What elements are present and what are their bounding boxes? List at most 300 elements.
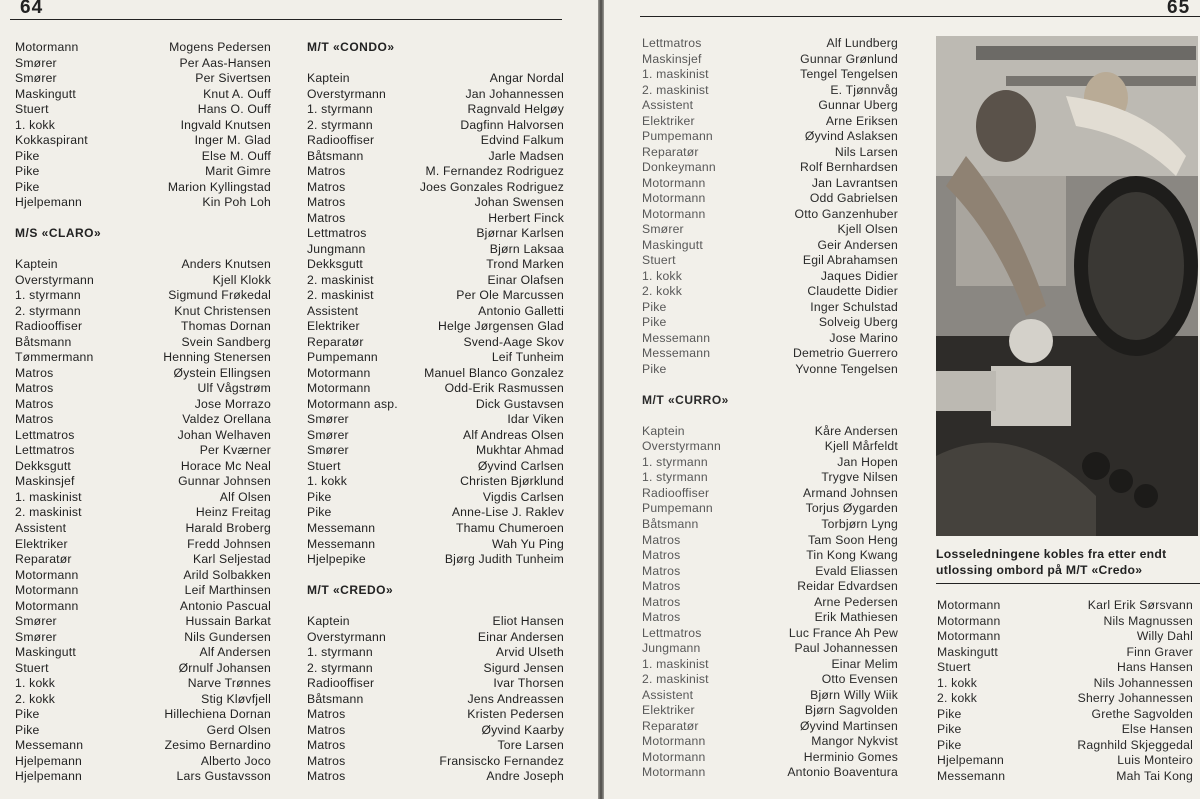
crew-rank: Matros: [642, 563, 681, 578]
crew-rank: 2. maskinist: [642, 82, 709, 97]
crew-name: Edvind Falkum: [480, 133, 564, 148]
crew-rank: 2. maskinist: [642, 672, 709, 687]
crew-name: Andre Joseph: [486, 769, 564, 784]
crew-name: Herbert Finck: [488, 210, 564, 225]
crew-name: Antonio Galletti: [478, 303, 564, 318]
crew-rank: Matros: [642, 532, 681, 547]
crew-rank: Pike: [937, 706, 962, 721]
crew-name: Else Hansen: [1121, 722, 1193, 737]
crew-name: Horace Mc Neal: [180, 458, 271, 473]
crew-name: Fransiscko Fernandez: [439, 753, 564, 768]
crew-row: [307, 242, 564, 258]
crew-list: [642, 36, 898, 377]
crew-name: Ivar Thorsen: [493, 676, 564, 691]
crew-name: Hans O. Ouff: [197, 102, 271, 117]
crew-list: [15, 40, 271, 211]
crew-rank: Overstyrmann: [642, 439, 721, 454]
crew-name: Tam Soon Heng: [808, 532, 898, 547]
crew-rank: Reparatør: [307, 334, 364, 349]
crew-rank: Smører: [15, 629, 57, 644]
crew-row: [642, 610, 898, 626]
crew-name: Vigdis Carlsen: [482, 489, 564, 504]
crew-rank: 2. kokk: [937, 691, 978, 706]
crew-name: Harald Broberg: [185, 520, 271, 535]
crew-name: Knut Christensen: [174, 303, 271, 318]
crew-row: [642, 470, 898, 486]
crew-rank: 2. styrmann: [307, 117, 373, 132]
crew-row: [307, 87, 564, 103]
crew-row: [15, 490, 271, 506]
crew-name: Kjell Mårfeldt: [824, 439, 898, 454]
crew-row: [642, 67, 898, 83]
crew-rank: Messemann: [307, 520, 376, 535]
crew-name: Per Aas-Hansen: [179, 55, 271, 70]
crew-row: [15, 443, 271, 459]
crew-row: [15, 614, 271, 630]
crew-row: [307, 180, 564, 196]
crew-rank: 1. styrmann: [307, 102, 373, 117]
crew-name: Einar Andersen: [477, 629, 564, 644]
crew-rank: 2. styrmann: [307, 660, 373, 675]
crew-rank: Pike: [15, 722, 40, 737]
crew-name: Alf Andersen: [199, 645, 271, 660]
crew-row: [307, 630, 564, 646]
crew-name: Armand Johnsen: [803, 485, 898, 500]
crew-row: [307, 661, 564, 677]
crew-row: [642, 672, 898, 688]
crew-row: [642, 734, 898, 750]
crew-row: [642, 455, 898, 471]
crew-rank: Radiooffiser: [307, 676, 375, 691]
crew-rank: Pike: [15, 148, 40, 163]
crew-rank: Matros: [642, 548, 681, 563]
crew-name: Sigmund Frøkedal: [168, 288, 271, 303]
crew-rank: Maskingutt: [642, 237, 703, 252]
crew-row: [307, 692, 564, 708]
crew-rank: Jungmann: [307, 241, 366, 256]
crew-rank: Matros: [307, 738, 346, 753]
crew-name: Gunnar Grønlund: [800, 51, 898, 66]
crew-name: Ørnulf Johansen: [178, 660, 271, 675]
crew-row: [642, 114, 898, 130]
crew-row: [642, 284, 898, 300]
crew-row: [307, 614, 564, 630]
crew-rank: 1. styrmann: [15, 288, 81, 303]
crew-row: [307, 676, 564, 692]
crew-row: [642, 300, 898, 316]
crew-rank: 1. styrmann: [307, 645, 373, 660]
crew-name: Jose Morrazo: [194, 396, 271, 411]
crew-rank: Båtsmann: [307, 148, 364, 163]
crew-name: Arvid Ulseth: [495, 645, 564, 660]
crew-rank: Overstyrmann: [15, 272, 94, 287]
crew-row: [642, 129, 898, 145]
crew-row: [15, 335, 271, 351]
crew-rank: 1. styrmann: [642, 470, 708, 485]
crew-name: Hillechiena Dornan: [164, 707, 271, 722]
crew-name: E. Tjønnvåg: [830, 82, 898, 97]
crew-rank: Matros: [642, 610, 681, 625]
crew-name: Gerd Olsen: [206, 722, 271, 737]
crew-rank: Smører: [307, 443, 349, 458]
crew-rank: Matros: [15, 412, 54, 427]
crew-name: Per Sivertsen: [195, 71, 271, 86]
crew-row: [15, 381, 271, 397]
crew-row: [307, 552, 564, 568]
crew-row: [937, 722, 1193, 738]
ship-heading: M/T «CURRO»: [642, 392, 729, 407]
crew-name: Evald Eliassen: [815, 563, 898, 578]
crew-row: [15, 164, 271, 180]
crew-rank: Smører: [15, 55, 57, 70]
crew-rank: Messemann: [642, 346, 711, 361]
crew-name: Grethe Sagvolden: [1091, 706, 1193, 721]
crew-name: Karl Erik Sørsvann: [1087, 598, 1193, 612]
crew-rank: Messemann: [937, 768, 1006, 783]
crew-row: [15, 118, 271, 134]
crew-rank: Hjelpemann: [15, 195, 83, 210]
crew-list-claro: [15, 257, 271, 785]
crew-rank: Pike: [15, 707, 40, 722]
crew-rank: Matros: [15, 396, 54, 411]
crew-row: [307, 149, 564, 165]
crew-row: [642, 346, 898, 362]
crew-name: Hussain Barkat: [185, 614, 271, 629]
crew-row: [15, 397, 271, 413]
crew-row: [642, 269, 898, 285]
crew-name: Antonio Pascual: [179, 598, 271, 613]
crew-rank: Lettmatros: [642, 625, 702, 640]
crew-rank: Reparatør: [642, 144, 699, 159]
crew-rank: Smører: [642, 222, 684, 237]
crew-row: [15, 552, 271, 568]
crew-rank: Jungmann: [642, 641, 701, 656]
crew-name: Angar Nordal: [489, 71, 564, 86]
crew-name: Alberto Joco: [200, 753, 271, 768]
crew-rank: Motormann asp.: [307, 396, 398, 411]
crew-row: [937, 645, 1193, 661]
crew-rank: Reparatør: [642, 718, 699, 733]
crew-name: Per Ole Marcussen: [456, 288, 564, 303]
crew-name: Heinz Freitag: [195, 505, 271, 520]
crew-name: Else M. Ouff: [201, 148, 271, 163]
crew-row: [642, 424, 898, 440]
crew-rank: Hjelpepike: [307, 552, 366, 567]
crew-name: Egil Abrahamsen: [802, 253, 898, 268]
crew-rank: Motormann: [937, 613, 1001, 628]
crew-name: Gunnar Johnsen: [178, 474, 271, 489]
crew-name: Kåre Andersen: [814, 423, 898, 438]
crew-rank: Motormann: [15, 583, 79, 598]
ship-heading: M/T «CREDO»: [307, 583, 394, 598]
crew-rank: 2. kokk: [642, 284, 683, 299]
caption-rule: [936, 583, 1200, 584]
crew-row: [15, 645, 271, 661]
crew-rank: 1. kokk: [937, 675, 978, 690]
crew-rank: Matros: [307, 179, 346, 194]
crew-rank: Messemann: [307, 536, 376, 551]
crew-rank: 1. maskinist: [642, 656, 709, 671]
crew-name: Arild Solbakken: [183, 567, 271, 582]
crew-row: [307, 505, 564, 521]
crew-name: Alf Olsen: [219, 489, 271, 504]
crew-rank: Smører: [307, 412, 349, 427]
crew-name: Marion Kyllingstad: [167, 179, 271, 194]
crew-row: [642, 657, 898, 673]
crew-row: [15, 102, 271, 118]
crew-row: [642, 719, 898, 735]
crew-rank: Elektriker: [307, 319, 360, 334]
crew-row: [642, 191, 898, 207]
crew-rank: Matros: [307, 722, 346, 737]
crew-name: Leif Marthinsen: [184, 583, 271, 598]
crew-name: Claudette Didier: [807, 284, 898, 299]
crew-rank: Kaptein: [307, 71, 350, 86]
crew-rank: Messemann: [15, 738, 84, 753]
crew-name: Leif Tunheim: [491, 350, 564, 365]
crew-rank: 1. styrmann: [642, 454, 708, 469]
crew-name: Antonio Boaventura: [787, 765, 898, 780]
crew-rank: Matros: [307, 210, 346, 225]
crew-rank: Maskingutt: [15, 645, 76, 660]
crew-row: [15, 676, 271, 692]
crew-name: Yvonne Tengelsen: [795, 361, 898, 376]
crew-row: [15, 288, 271, 304]
crew-name: Inger Schulstad: [810, 299, 898, 314]
crew-rank: 1. kokk: [642, 268, 683, 283]
crew-name: Dick Gustavsen: [475, 396, 564, 411]
crew-row: [15, 769, 271, 785]
crew-row: [642, 688, 898, 704]
crew-name: Alf Lundberg: [826, 36, 898, 50]
crew-rank: Elektriker: [642, 113, 695, 128]
crew-name: Finn Graver: [1126, 644, 1193, 659]
crew-rank: Dekksgutt: [15, 458, 71, 473]
crew-row: [642, 331, 898, 347]
crew-name: Mangor Nykvist: [811, 734, 898, 749]
crew-rank: Motormann: [642, 206, 706, 221]
crew-rank: Assistent: [15, 520, 67, 535]
crew-rank: Motormann: [642, 765, 706, 780]
crew-row: [307, 211, 564, 227]
crew-name: Bjørn Laksaa: [489, 241, 564, 256]
crew-rank: 2. kokk: [15, 691, 56, 706]
crew-name: Willy Dahl: [1136, 629, 1193, 644]
crew-rank: Pike: [642, 361, 667, 376]
crew-row: [15, 723, 271, 739]
crew-row: [307, 335, 564, 351]
crew-rank: Dekksgutt: [307, 257, 363, 272]
crew-row: [307, 102, 564, 118]
crew-name: Sigurd Jensen: [483, 660, 564, 675]
crew-rank: Smører: [307, 427, 349, 442]
crew-rank: Elektriker: [642, 703, 695, 718]
crew-row: [642, 36, 898, 52]
crew-name: Jarle Madsen: [488, 148, 564, 163]
crew-rank: Pumpemann: [642, 129, 713, 144]
crew-row: [642, 501, 898, 517]
crew-row: [15, 583, 271, 599]
crew-row: [307, 133, 564, 149]
crew-name: Joes Gonzales Rodriguez: [419, 179, 564, 194]
crew-rank: 2. maskinist: [307, 272, 374, 287]
crew-rank: 2. maskinist: [307, 288, 374, 303]
crew-row: [642, 145, 898, 161]
crew-row: [937, 707, 1193, 723]
crew-row: [642, 98, 898, 114]
crew-name: Tengel Tengelsen: [800, 67, 898, 82]
crew-row: [937, 614, 1193, 630]
crew-row: [15, 537, 271, 553]
crew-name: Wah Yu Ping: [492, 536, 564, 551]
crew-row: [15, 195, 271, 211]
crew-rank: Kaptein: [307, 614, 350, 629]
crew-rank: Overstyrmann: [307, 629, 386, 644]
crew-rank: Messemann: [642, 330, 711, 345]
crew-row: [642, 595, 898, 611]
crew-name: Narve Trønnes: [187, 676, 271, 691]
crew-name: Odd-Erik Rasmussen: [444, 381, 564, 396]
crew-row: [15, 692, 271, 708]
crew-name: Bjørg Judith Tunheim: [444, 552, 564, 567]
crew-row: [937, 660, 1193, 676]
crew-row: [15, 428, 271, 444]
crew-row: [15, 366, 271, 382]
crew-row: [307, 443, 564, 459]
crew-row: [307, 319, 564, 335]
crew-rank: Motormann: [937, 598, 1001, 612]
crew-row: [15, 273, 271, 289]
crew-name: Reidar Edvardsen: [797, 579, 898, 594]
crew-name: Einar Melim: [831, 656, 898, 671]
crew-rank: Pumpemann: [307, 350, 378, 365]
crew-rank: Maskinsjef: [642, 51, 702, 66]
crew-rank: Elektriker: [15, 536, 68, 551]
crew-rank: Hjelpemann: [15, 769, 83, 784]
crew-name: Arne Eriksen: [825, 113, 898, 128]
left-page: [0, 0, 598, 799]
crew-column-right-1: [642, 36, 898, 781]
crew-rank: Motormann: [15, 598, 79, 613]
crew-rank: Donkeymann: [642, 160, 716, 175]
crew-rank: Pike: [15, 164, 40, 179]
crew-name: Geir Andersen: [817, 237, 898, 252]
crew-rank: Båtsmann: [642, 516, 699, 531]
crew-rank: Motormann: [307, 365, 371, 380]
crew-row: [307, 537, 564, 553]
crew-rank: Kaptein: [15, 257, 58, 272]
crew-name: Helge Jørgensen Glad: [438, 319, 564, 334]
crew-name: Torjus Øygarden: [805, 501, 898, 516]
crew-row: [642, 548, 898, 564]
crew-row: [307, 459, 564, 475]
crew-name: Erik Mathiesen: [814, 610, 898, 625]
crew-name: Trygve Nilsen: [821, 470, 898, 485]
crew-row: [307, 738, 564, 754]
crew-name: Øyvind Martinsen: [799, 718, 898, 733]
crew-rank: Smører: [15, 71, 57, 86]
ship-heading: M/S «CLARO»: [15, 226, 102, 241]
crew-list: [937, 598, 1193, 784]
crew-row: [15, 71, 271, 87]
crew-rank: Radiooffiser: [642, 485, 710, 500]
crew-rank: Motormann: [642, 191, 706, 206]
crew-rank: Stuert: [15, 102, 49, 117]
crew-rank: Assistent: [642, 687, 694, 702]
crew-name: Lars Gustavsson: [176, 769, 271, 784]
crew-name: Nils Magnussen: [1103, 613, 1193, 628]
crew-name: Luis Monteiro: [1117, 753, 1193, 768]
crew-rank: Maskinsjef: [15, 474, 75, 489]
crew-rank: Smører: [15, 614, 57, 629]
crew-name: Jan Johannessen: [465, 86, 564, 101]
crew-rank: Motormann: [15, 40, 79, 54]
crew-rank: Båtsmann: [15, 334, 72, 349]
crew-name: M. Fernandez Rodriguez: [425, 164, 564, 179]
crew-name: Otto Evensen: [821, 672, 898, 687]
crew-row: [307, 723, 564, 739]
crew-name: Jan Lavrantsen: [811, 175, 898, 190]
crew-name: Per Kværner: [199, 443, 271, 458]
crew-row: [642, 238, 898, 254]
crew-rank: Pike: [15, 179, 40, 194]
crew-rank: Matros: [15, 365, 54, 380]
crew-row: [15, 304, 271, 320]
crew-rank: Matros: [15, 381, 54, 396]
crew-rank: Radiooffiser: [15, 319, 83, 334]
crew-row: [642, 253, 898, 269]
crew-row: [937, 769, 1193, 785]
crew-row: [307, 474, 564, 490]
crew-row: [15, 474, 271, 490]
crew-rank: Matros: [642, 594, 681, 609]
header-rule: [640, 16, 1200, 17]
crew-name: Torbjørn Lyng: [821, 516, 898, 531]
crew-name: Solveig Uberg: [818, 315, 898, 330]
crew-rank: 1. kokk: [15, 117, 56, 132]
crew-row: [642, 83, 898, 99]
crew-rank: Matros: [307, 769, 346, 784]
crew-rank: Maskingutt: [937, 644, 998, 659]
crew-name: Ragnhild Skjeggedal: [1077, 737, 1193, 752]
crew-row: [307, 397, 564, 413]
crew-rank: Radiooffiser: [307, 133, 375, 148]
crew-row: [307, 490, 564, 506]
crew-rank: Matros: [307, 707, 346, 722]
crew-name: Valdez Orellana: [182, 412, 271, 427]
crew-row: [642, 222, 898, 238]
crew-name: Karl Seljestad: [193, 552, 271, 567]
crew-row: [15, 40, 271, 56]
crew-row: [307, 164, 564, 180]
crew-rank: Matros: [307, 164, 346, 179]
crew-rank: Motormann: [642, 734, 706, 749]
crew-name: Ulf Vågstrøm: [197, 381, 271, 396]
crew-row: [15, 568, 271, 584]
crew-row: [642, 750, 898, 766]
crew-name: Mukhtar Ahmad: [476, 443, 564, 458]
crew-rank: 1. maskinist: [15, 489, 82, 504]
crew-column-left-1: [15, 40, 271, 785]
crew-row: [307, 257, 564, 273]
crew-row: [937, 598, 1193, 614]
ship-heading: M/T «CONDO»: [307, 40, 395, 54]
crew-row: [937, 676, 1193, 692]
crew-name: Kjell Olsen: [837, 222, 898, 237]
crew-name: Jan Hopen: [837, 454, 898, 469]
crew-name: Marit Gimre: [205, 164, 271, 179]
crew-row: [307, 428, 564, 444]
